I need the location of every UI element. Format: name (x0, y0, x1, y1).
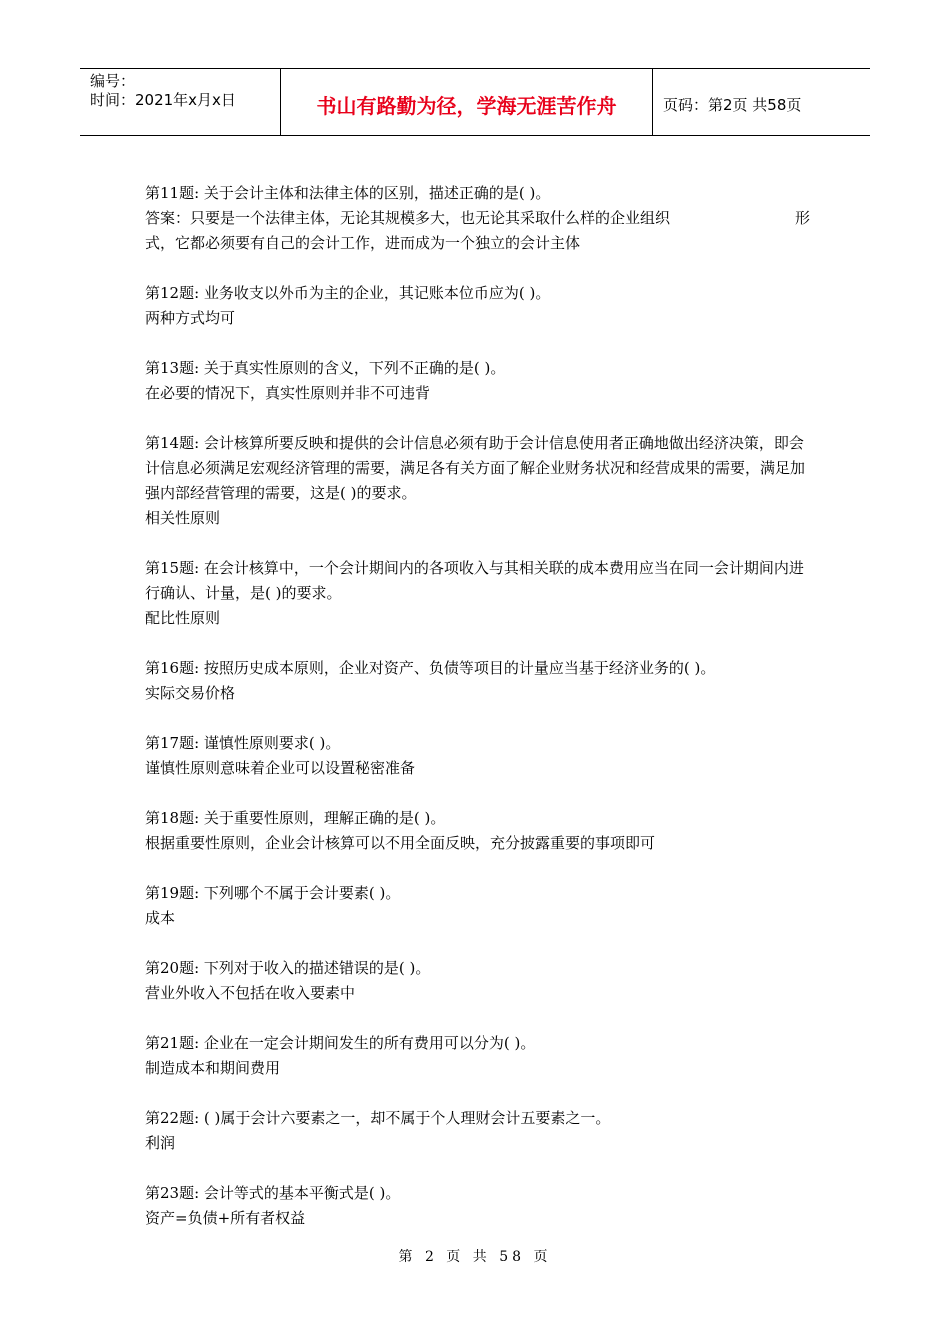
answer-text: 制造成本和期间费用 (145, 1059, 281, 1077)
question-text: 第18题: 关于重要性原则，理解正确的是( )。 (145, 809, 446, 827)
question-item-22 (145, 1106, 810, 1156)
document-time: 时间：2021年x月x日 (90, 91, 236, 109)
answer-line-1: 答案：只要是一个法律主体，无论其规模多大，也无论其采取什么样的企业组织 (145, 209, 671, 227)
answer-text: 资产=负债+所有者权益 (145, 1209, 306, 1227)
question-text: 第20题: 下列对于收入的描述错误的是( )。 (145, 959, 431, 977)
answer-text: 配比性原则 (145, 609, 221, 627)
answer-text: 谨慎性原则意味着企业可以设置秘密准备 (145, 759, 416, 777)
answer-text (145, 206, 810, 231)
answer-line-1-tail: 形 (794, 209, 810, 227)
question-text: 第14题: 会计核算所要反映和提供的会计信息必须有助于会计信息使用者正确地做出经济决策，即会计信息必须满足宏观经济管理的需要，满足各有关方面了解企业财务状况和经营成果的需要，满足加强内部经营管理的需要，这是( )的要求。 (145, 434, 806, 502)
answer-text: 实际交易价格 (145, 684, 236, 702)
header-motto: 书山有路勤为径，学海无涯苦作舟 (281, 69, 653, 135)
question-item-23 (145, 1181, 810, 1231)
page-footer: 第 2 页 共 58 页 (398, 1249, 552, 1265)
question-text: 第16题: 按照历史成本原则，企业对资产、负债等项目的计量应当基于经济业务的( )。 (145, 659, 716, 677)
question-text: 第13题: 关于真实性原则的含义，下列不正确的是( )。 (145, 359, 506, 377)
question-item-14 (145, 431, 810, 531)
answer-text: 根据重要性原则，企业会计核算可以不用全面反映，充分披露重要的事项即可 (145, 834, 656, 852)
question-item-19 (145, 881, 810, 931)
answer-text: 利润 (145, 1134, 176, 1152)
page-header (80, 68, 870, 136)
question-text: 第22题: ( )属于会计六要素之一，却不属于个人理财会计五要素之一。 (145, 1109, 611, 1127)
question-item-20 (145, 956, 810, 1006)
answer-text: 成本 (145, 909, 176, 927)
question-text: 第19题: 下列哪个不属于会计要素( )。 (145, 884, 401, 902)
question-list (145, 181, 810, 1256)
question-item-13 (145, 356, 810, 406)
question-item-11 (145, 181, 810, 256)
question-text: 第21题: 企业在一定会计期间发生的所有费用可以分为( )。 (145, 1034, 536, 1052)
question-text: 第12题: 业务收支以外币为主的企业，其记账本位币应为( )。 (145, 284, 551, 302)
question-text: 第17题: 谨慎性原则要求( )。 (145, 734, 341, 752)
question-item-17 (145, 731, 810, 781)
question-item-15 (145, 556, 810, 631)
question-text: 第11题: 关于会计主体和法律主体的区别，描述正确的是( )。 (145, 184, 551, 202)
question-item-18 (145, 806, 810, 856)
answer-text: 两种方式均可 (145, 309, 236, 327)
header-meta (80, 69, 281, 135)
question-item-12 (145, 281, 810, 331)
question-text: 第23题: 会计等式的基本平衡式是( )。 (145, 1184, 401, 1202)
document-number: 编号： (90, 72, 136, 90)
question-text: 第15题: 在会计核算中，一个会计期间内的各项收入与其相关联的成本费用应当在同一会计期间内进行确认、计量，是( )的要求。 (145, 559, 804, 602)
answer-text: 营业外收入不包括在收入要素中 (145, 984, 356, 1002)
question-item-16 (145, 656, 810, 706)
question-item-21 (145, 1031, 810, 1081)
answer-text: 在必要的情况下，真实性原则并非不可违背 (145, 384, 431, 402)
answer-text: 相关性原则 (145, 509, 221, 527)
answer-line-2: 式，它都必须要有自己的会计工作，进而成为一个独立的会计主体 (145, 234, 581, 252)
header-page-info: 页码：第2页 共58页 (663, 95, 802, 114)
